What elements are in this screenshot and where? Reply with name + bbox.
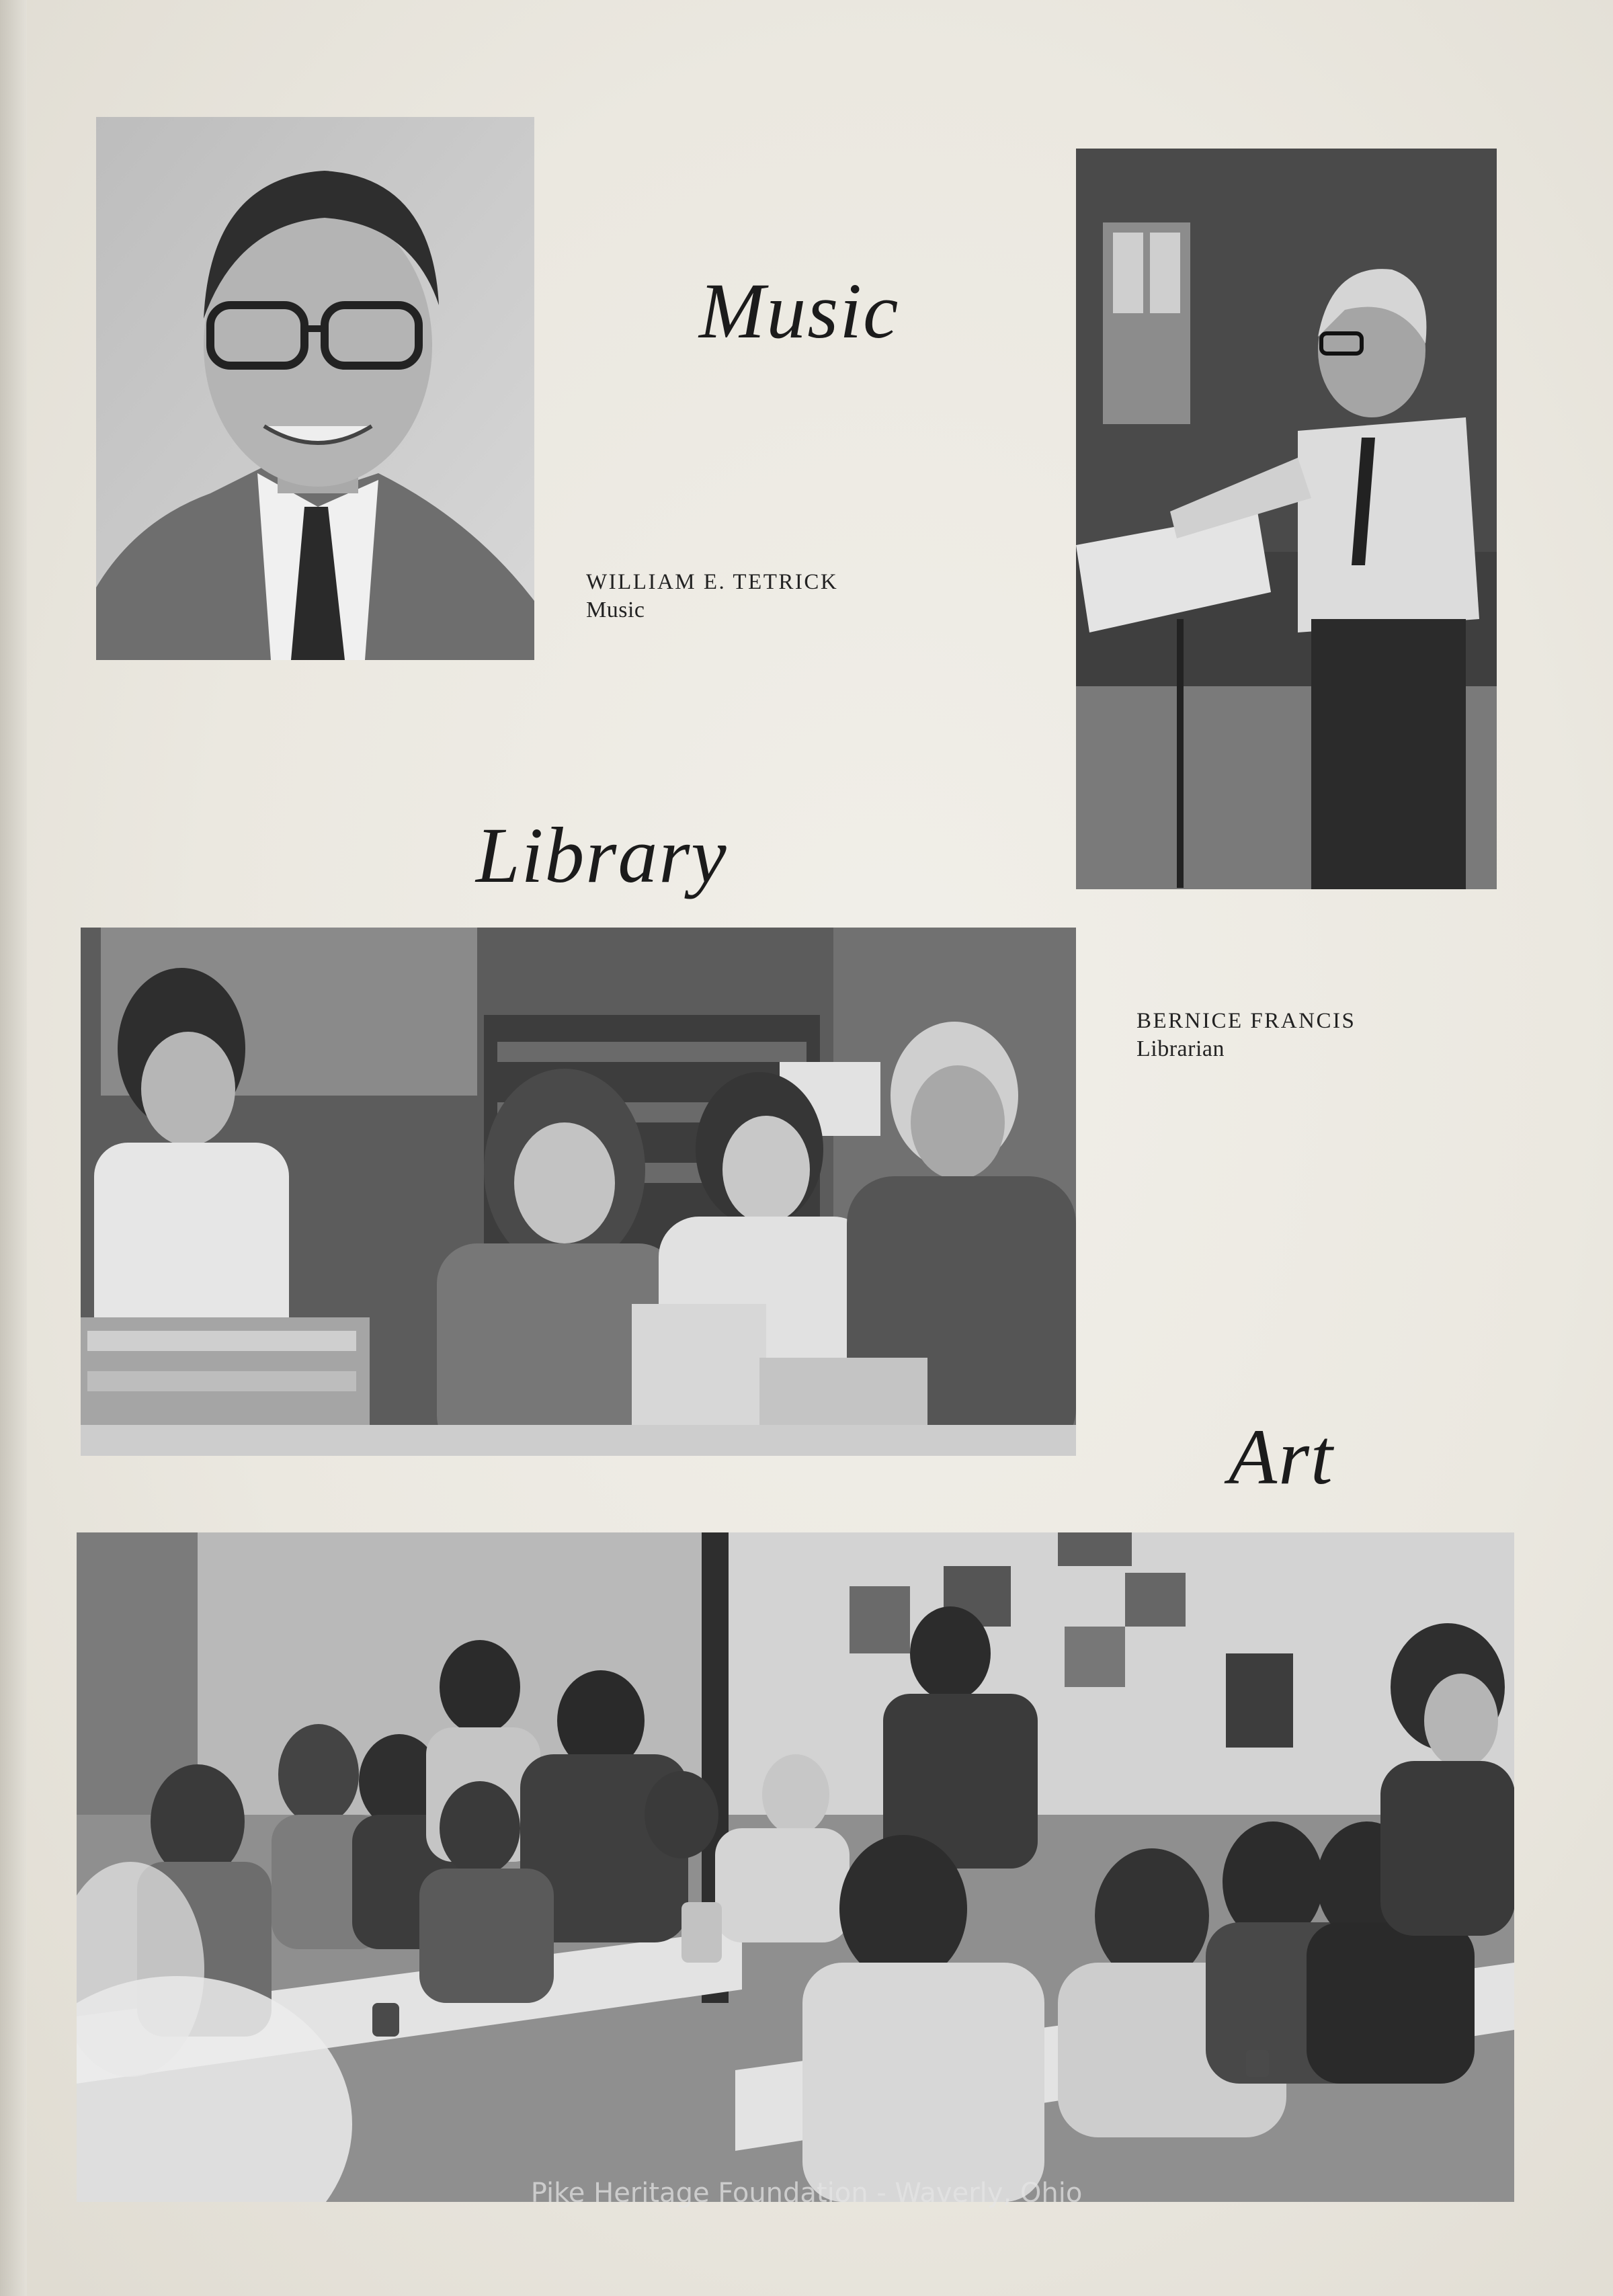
library-heading: Library <box>476 811 728 899</box>
library-staff-role: Librarian <box>1136 1036 1225 1061</box>
music-conducting-photo <box>1076 149 1497 889</box>
art-heading: Art <box>1229 1413 1334 1501</box>
music-staff-role: Music <box>586 598 645 622</box>
library-group-photo <box>81 928 1076 1456</box>
music-portrait-photo <box>96 117 534 660</box>
music-heading: Music <box>699 267 900 355</box>
art-class-photo <box>77 1532 1514 2202</box>
library-staff-name: BERNICE FRANCIS <box>1136 1009 1356 1033</box>
music-staff-caption <box>586 568 838 624</box>
library-staff-caption <box>1136 1007 1356 1063</box>
music-staff-name: WILLIAM E. TETRICK <box>586 570 839 594</box>
watermark-text: Pike Heritage Foundation - Waverly, Ohio <box>530 2178 1083 2209</box>
page-gutter-shadow <box>0 0 27 2296</box>
